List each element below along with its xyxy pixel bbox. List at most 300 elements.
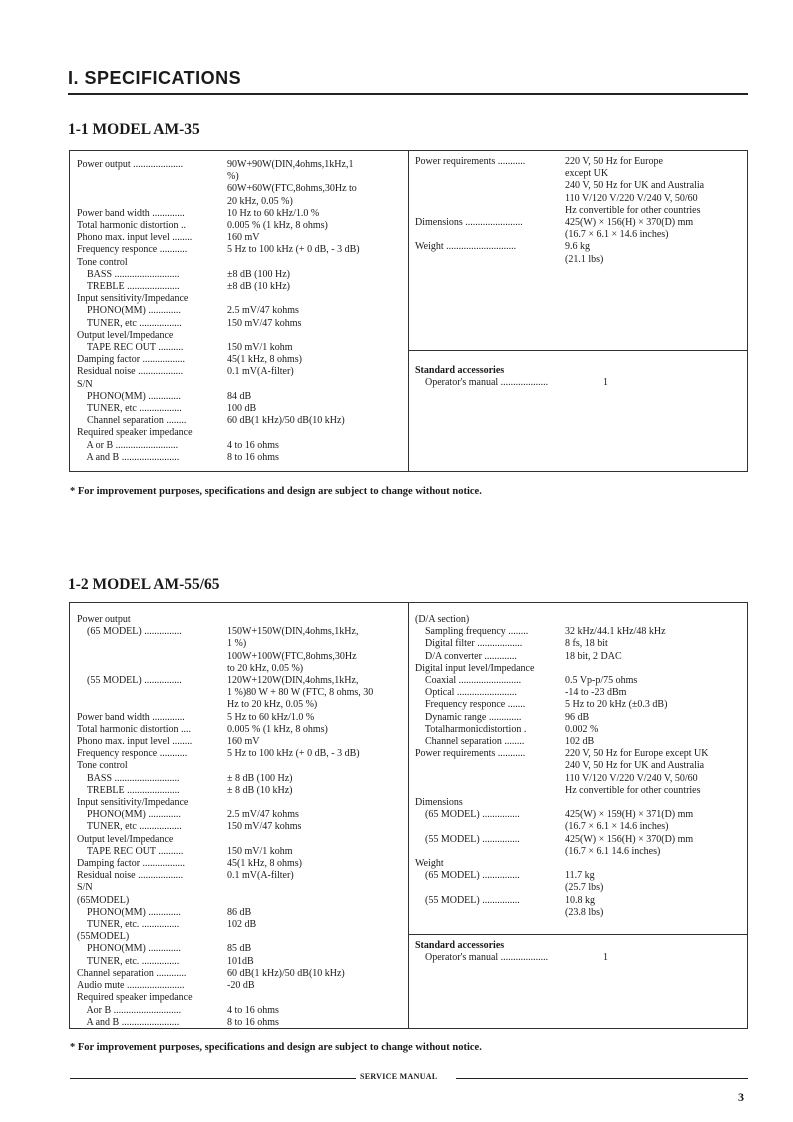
spec-label [415, 748, 565, 760]
spec-label [77, 318, 227, 330]
spec-value: 5 Hz to 20 kHz (±0.3 dB) [565, 699, 668, 711]
spec-label [415, 846, 565, 858]
spec-row [77, 379, 402, 391]
spec-value: 425(W) × 159(H) × 371(D) mm [565, 809, 694, 821]
spec-value: 110 V/120 V/220 V/240 V, 50/60 [565, 192, 698, 204]
spec-label-text: Optical ........................ [415, 687, 517, 699]
spec-label [77, 943, 227, 955]
spec-value: 425(W) × 156(H) × 370(D) mm [565, 833, 694, 845]
spec-label [77, 1017, 227, 1029]
spec-row [77, 305, 402, 317]
spec-label [77, 305, 227, 317]
spec-label [77, 785, 227, 797]
spec-value [227, 895, 402, 907]
accessories-title: Standard accessories [415, 940, 505, 951]
spec-label [415, 614, 565, 626]
spec-label-text: S/N [77, 882, 93, 894]
spec-value [227, 797, 402, 809]
spec-label-text: S/N [77, 378, 93, 390]
spec-value: (16.7 × 6.1 × 14.6 inches) [565, 821, 669, 833]
spec-value: 120W+120W(DIN,4ohms,1kHz, [227, 675, 359, 687]
spec-label [415, 687, 565, 699]
spec-label-text: Sampling frequency ........ [415, 626, 529, 638]
spec-row [415, 834, 743, 846]
spec-row [415, 870, 743, 882]
spec-label-text: (55MODEL) [77, 931, 130, 943]
spec-label-text: Power band width ............. [77, 711, 185, 723]
spec-label [77, 440, 227, 452]
spec-label [415, 663, 565, 675]
spec-row [77, 220, 402, 232]
spec-row [77, 651, 402, 663]
footnote: * For improvement purposes, specifications and design are subject to change without notice. [70, 1042, 482, 1053]
spec-row [415, 663, 743, 675]
spec-value: 10.8 kg [565, 894, 595, 906]
spec-row [415, 180, 743, 192]
page-title: I. SPECIFICATIONS [68, 68, 242, 88]
spec-value: 1 [603, 377, 608, 389]
spec-label [415, 870, 565, 882]
spec-label [77, 992, 227, 1004]
spec-value: 8 fs, 18 bit [565, 638, 608, 650]
spec-row [77, 281, 402, 293]
spec-value: 9.6 kg [565, 241, 590, 253]
spec-row [77, 675, 402, 687]
spec-value: 425(W) × 156(H) × 370(D) mm [565, 217, 694, 229]
spec-row [415, 712, 743, 724]
spec-row [77, 1017, 402, 1029]
spec-table-am55-65 [69, 602, 748, 1029]
spec-label-text: (55 MODEL) ............... [415, 894, 520, 906]
spec-value: 4 to 16 ohms [227, 439, 279, 451]
accessories-list [415, 952, 743, 964]
accessories-block [415, 365, 743, 389]
spec-label-text: Operator's manual ................... [415, 952, 549, 964]
spec-value: 150 mV/47 kohms [227, 317, 302, 329]
spec-row [77, 614, 402, 626]
spec-value: 0.5 Vp-p/75 ohms [565, 675, 638, 687]
spec-row [415, 907, 743, 919]
spec-value: 86 dB [227, 906, 252, 918]
spec-row [415, 858, 743, 870]
spec-label [77, 870, 227, 882]
spec-label-text: A or B ......................... [77, 439, 179, 451]
spec-row [77, 638, 402, 650]
spec-label-text: PHONO(MM) ............. [77, 390, 181, 402]
spec-row [77, 797, 402, 809]
spec-label [415, 254, 565, 266]
accessories-divider [408, 934, 747, 935]
spec-value: 0.002 % [565, 723, 599, 735]
spec-label [415, 205, 565, 217]
spec-label [415, 180, 565, 192]
spec-row [415, 156, 743, 168]
spec-label-text: (65 MODEL) ............... [415, 809, 520, 821]
spec-value: 85 dB [227, 943, 252, 955]
spec-row [77, 748, 402, 760]
spec-value: 8 to 16 ohms [227, 1016, 279, 1028]
spec-label-text: Damping factor ................. [77, 858, 186, 870]
spec-label-text: A and B ....................... [77, 1016, 180, 1028]
spec-label-text: Total harmonic distortion .. [77, 220, 187, 232]
spec-label [77, 1005, 227, 1017]
spec-label [415, 821, 565, 833]
spec-label [77, 699, 227, 711]
spec-value: 102 dB [227, 919, 257, 931]
spec-row [77, 870, 402, 882]
spec-row [77, 415, 402, 427]
spec-label-text: Dynamic range ............. [415, 711, 522, 723]
spec-label-text: Weight ............................ [415, 241, 517, 253]
spec-label-text: Phono max. input level ........ [77, 736, 193, 748]
spec-row [415, 254, 743, 266]
column-divider [408, 603, 409, 1028]
spec-value: 1 %)80 W + 80 W (FTC, 8 ohms, 30 [227, 687, 374, 699]
spec-table-am35 [69, 150, 748, 472]
spec-label-text: PHONO(MM) ............. [77, 906, 181, 918]
spec-row [77, 724, 402, 736]
spec-row [77, 785, 402, 797]
spec-label [415, 773, 565, 785]
title-rule [68, 93, 748, 95]
spec-value: ±8 dB (10 kHz) [227, 281, 290, 293]
spec-value: 150 mV/47 kohms [227, 821, 302, 833]
spec-value: 220 V, 50 Hz for Europe [565, 156, 663, 167]
spec-value: Hz to 20 kHz, 0.05 %) [227, 699, 318, 711]
spec-value: 100 dB [227, 403, 257, 415]
spec-row [77, 882, 402, 894]
spec-value: ±8 dB (100 Hz) [227, 268, 290, 280]
spec-label-text: Frequency responce ....... [415, 699, 526, 711]
spec-label [415, 858, 565, 870]
column-divider [408, 151, 409, 471]
spec-label [77, 427, 227, 439]
spec-label [77, 379, 227, 391]
spec-label [415, 882, 565, 894]
spec-row [415, 638, 743, 650]
spec-row [77, 171, 402, 183]
spec-label-text: Residual noise .................. [77, 870, 184, 882]
spec-label [415, 785, 565, 797]
spec-row [415, 675, 743, 687]
spec-value: (16.7 × 6.1 × 14.6 inches) [565, 229, 669, 241]
spec-label-text: TREBLE ..................... [77, 784, 180, 796]
spec-label-text: Input sensitivity/Impedance [77, 293, 189, 305]
spec-label [77, 183, 227, 195]
spec-label [415, 760, 565, 772]
spec-label [77, 907, 227, 919]
spec-left-column [77, 159, 402, 464]
spec-row [415, 846, 743, 858]
spec-label [77, 724, 227, 736]
spec-value: -20 dB [227, 980, 255, 992]
spec-value [227, 834, 402, 846]
spec-label [77, 171, 227, 183]
spec-value: (25.7 lbs) [565, 882, 604, 894]
spec-label-text: Channel separation ........ [77, 415, 187, 427]
spec-row [77, 760, 402, 772]
spec-value: 5 Hz to 100 kHz (+ 0 dB, - 3 dB) [227, 244, 360, 256]
spec-row [77, 293, 402, 305]
spec-label [77, 773, 227, 785]
spec-label-text: Coaxial ......................... [415, 675, 522, 687]
spec-label [77, 354, 227, 366]
spec-label-text: (65 MODEL) ............... [415, 870, 520, 882]
spec-value: 240 V, 50 Hz for UK and Australia [565, 760, 705, 772]
spec-value: 20 kHz, 0.05 %) [227, 195, 293, 207]
spec-value: 160 mV [227, 232, 260, 244]
spec-value: 5 Hz to 100 kHz (+ 0 dB, - 3 dB) [227, 748, 360, 760]
spec-label [77, 269, 227, 281]
spec-row [415, 736, 743, 748]
spec-value: 60W+60W(FTC,8ohms,30Hz to [227, 183, 357, 195]
spec-value: -14 to -23 dBm [565, 687, 627, 699]
spec-label-text: Aor B ........................... [77, 1004, 182, 1016]
spec-row [77, 919, 402, 931]
spec-value: ± 8 dB (10 kHz) [227, 784, 293, 796]
spec-label [415, 638, 565, 650]
spec-label-text: PHONO(MM) ............. [77, 305, 181, 317]
spec-label-text: Power band width ............. [77, 207, 185, 219]
spec-value: 101dB [227, 955, 254, 967]
spec-row [415, 952, 743, 964]
spec-label-text: Phono max. input level ........ [77, 232, 193, 244]
spec-label [77, 687, 227, 699]
spec-value [565, 663, 743, 675]
accessories-title: Standard accessories [415, 365, 505, 376]
spec-value: 4 to 16 ohms [227, 1004, 279, 1016]
spec-label-text: (55 MODEL) ............... [415, 833, 520, 845]
section-title-am35: 1-1 MODEL AM-35 [68, 121, 200, 138]
spec-row [77, 183, 402, 195]
spec-label [77, 712, 227, 724]
spec-label-text: Power output .................... [77, 159, 184, 170]
spec-value: 0.005 % (1 kHz, 8 ohms) [227, 220, 328, 232]
spec-row [77, 943, 402, 955]
spec-value [227, 760, 402, 772]
spec-value [227, 614, 402, 626]
spec-row [77, 907, 402, 919]
spec-row [77, 391, 402, 403]
spec-row [415, 168, 743, 180]
spec-label [415, 797, 565, 809]
spec-label [77, 821, 227, 833]
spec-value: 5 Hz to 60 kHz/1.0 % [227, 711, 315, 723]
spec-value: except UK [565, 168, 609, 180]
spec-label [415, 193, 565, 205]
spec-label-text: TUNER, etc. ............... [77, 919, 180, 931]
spec-row [77, 159, 402, 171]
spec-label [77, 196, 227, 208]
spec-row [77, 931, 402, 943]
spec-label [415, 675, 565, 687]
spec-label [77, 403, 227, 415]
spec-label-text: TAPE REC OUT .......... [77, 845, 184, 857]
spec-label [415, 241, 565, 253]
footer-label: SERVICE MANUAL [360, 1072, 438, 1081]
spec-value: 11.7 kg [565, 870, 595, 882]
spec-right-column [415, 614, 743, 919]
spec-label [77, 415, 227, 427]
spec-row [77, 809, 402, 821]
spec-row [77, 846, 402, 858]
spec-label-text: D/A converter ............. [415, 650, 517, 662]
spec-label [77, 895, 227, 907]
spec-label [77, 452, 227, 464]
spec-right-column [415, 156, 743, 266]
spec-row [77, 318, 402, 330]
spec-label-text: Operator's manual ................... [415, 377, 549, 389]
spec-value [227, 427, 402, 439]
spec-row [77, 663, 402, 675]
spec-label-text: Total harmonic distortion .... [77, 723, 192, 735]
spec-value [565, 858, 743, 870]
spec-label [77, 159, 227, 171]
spec-label [77, 366, 227, 378]
spec-row [415, 821, 743, 833]
spec-label-text: TUNER, etc. ............... [77, 955, 180, 967]
spec-row [77, 208, 402, 220]
spec-value: 45(1 kHz, 8 ohms) [227, 858, 302, 870]
spec-label [415, 651, 565, 663]
spec-label-text: (D/A section) [415, 614, 470, 625]
spec-row [77, 956, 402, 968]
spec-label [77, 968, 227, 980]
spec-label-text: Damping factor ................. [77, 354, 186, 366]
spec-label-text: Input sensitivity/Impedance [77, 797, 189, 809]
spec-row [415, 748, 743, 760]
spec-label [415, 156, 565, 168]
spec-value: 60 dB(1 kHz)/50 dB(10 kHz) [227, 967, 345, 979]
spec-label-text: Residual noise .................. [77, 366, 184, 378]
spec-label-text: Weight [415, 858, 444, 870]
spec-row [77, 269, 402, 281]
spec-row [77, 699, 402, 711]
spec-row [415, 229, 743, 241]
spec-row [77, 244, 402, 256]
spec-label [77, 257, 227, 269]
accessories-block [415, 940, 743, 964]
spec-value [565, 797, 743, 809]
spec-label-text: Channel separation ........ [415, 736, 525, 748]
spec-value [227, 379, 402, 391]
spec-label [77, 626, 227, 638]
spec-label-text: PHONO(MM) ............. [77, 809, 181, 821]
spec-label [415, 736, 565, 748]
spec-label [415, 168, 565, 180]
spec-label-text: Tone control [77, 256, 128, 268]
spec-row [77, 342, 402, 354]
spec-label-text: Audio mute ....................... [77, 980, 185, 992]
spec-value: (16.7 × 6.1 14.6 inches) [565, 845, 661, 857]
spec-label [415, 229, 565, 241]
spec-label [415, 699, 565, 711]
spec-row [77, 427, 402, 439]
spec-row [77, 403, 402, 415]
spec-value: 110 V/120 V/220 V/240 V, 50/60 [565, 772, 698, 784]
spec-label [77, 748, 227, 760]
spec-label [77, 919, 227, 931]
accessories-list [415, 377, 743, 389]
spec-label [77, 208, 227, 220]
spec-row [77, 440, 402, 452]
spec-label-text: TUNER, etc ................. [77, 821, 182, 833]
spec-row [77, 1005, 402, 1017]
spec-value: 160 mV [227, 736, 260, 748]
spec-label [415, 712, 565, 724]
spec-label [77, 281, 227, 293]
spec-value: 90W+90W(DIN,4ohms,1kHz,1 [227, 159, 354, 170]
spec-row [415, 651, 743, 663]
spec-row [77, 992, 402, 1004]
spec-row [415, 626, 743, 638]
spec-label-text: Dimensions [415, 797, 463, 809]
spec-label-text: (65MODEL) [77, 894, 130, 906]
spec-label [77, 760, 227, 772]
spec-value [227, 293, 402, 305]
spec-label [77, 244, 227, 256]
spec-row [77, 257, 402, 269]
spec-row [77, 354, 402, 366]
spec-label-text: Frequency responce ........... [77, 748, 188, 760]
spec-label [415, 377, 603, 389]
spec-label-text: Dimensions ....................... [415, 217, 523, 229]
spec-value: 84 dB [227, 390, 252, 402]
spec-label [77, 980, 227, 992]
spec-value [227, 882, 402, 894]
spec-label [415, 217, 565, 229]
spec-row [77, 858, 402, 870]
spec-label [77, 736, 227, 748]
spec-label [77, 809, 227, 821]
spec-label-text: Totalharmonicdistortion . [415, 723, 527, 735]
spec-label-text: TAPE REC OUT .......... [77, 342, 184, 354]
spec-value: 0.005 % (1 kHz, 8 ohms) [227, 723, 328, 735]
spec-row [415, 760, 743, 772]
spec-label [415, 809, 565, 821]
spec-label [77, 330, 227, 342]
spec-label [77, 675, 227, 687]
spec-label [415, 895, 565, 907]
spec-label [77, 651, 227, 663]
spec-label [77, 391, 227, 403]
spec-label [77, 956, 227, 968]
spec-value: ± 8 dB (100 Hz) [227, 772, 293, 784]
spec-row [77, 821, 402, 833]
spec-label [77, 846, 227, 858]
spec-value [227, 257, 402, 269]
spec-label [77, 638, 227, 650]
spec-row [415, 895, 743, 907]
spec-row [77, 968, 402, 980]
spec-value: 150 mV/1 kohm [227, 845, 293, 857]
spec-value: 60 dB(1 kHz)/50 dB(10 kHz) [227, 415, 345, 427]
spec-label [77, 614, 227, 626]
spec-label-text: Required speaker impedance [77, 427, 193, 439]
spec-value: 10 Hz to 60 kHz/1.0 % [227, 207, 320, 219]
spec-row [415, 809, 743, 821]
spec-value [227, 330, 402, 342]
spec-row [415, 377, 743, 389]
spec-label-text: TUNER, etc ................. [77, 403, 182, 415]
spec-label [77, 858, 227, 870]
spec-value: 18 bit, 2 DAC [565, 650, 622, 662]
spec-value: 102 dB [565, 736, 595, 748]
spec-label [415, 834, 565, 846]
spec-row [77, 452, 402, 464]
spec-row [415, 724, 743, 736]
spec-label [77, 931, 227, 943]
